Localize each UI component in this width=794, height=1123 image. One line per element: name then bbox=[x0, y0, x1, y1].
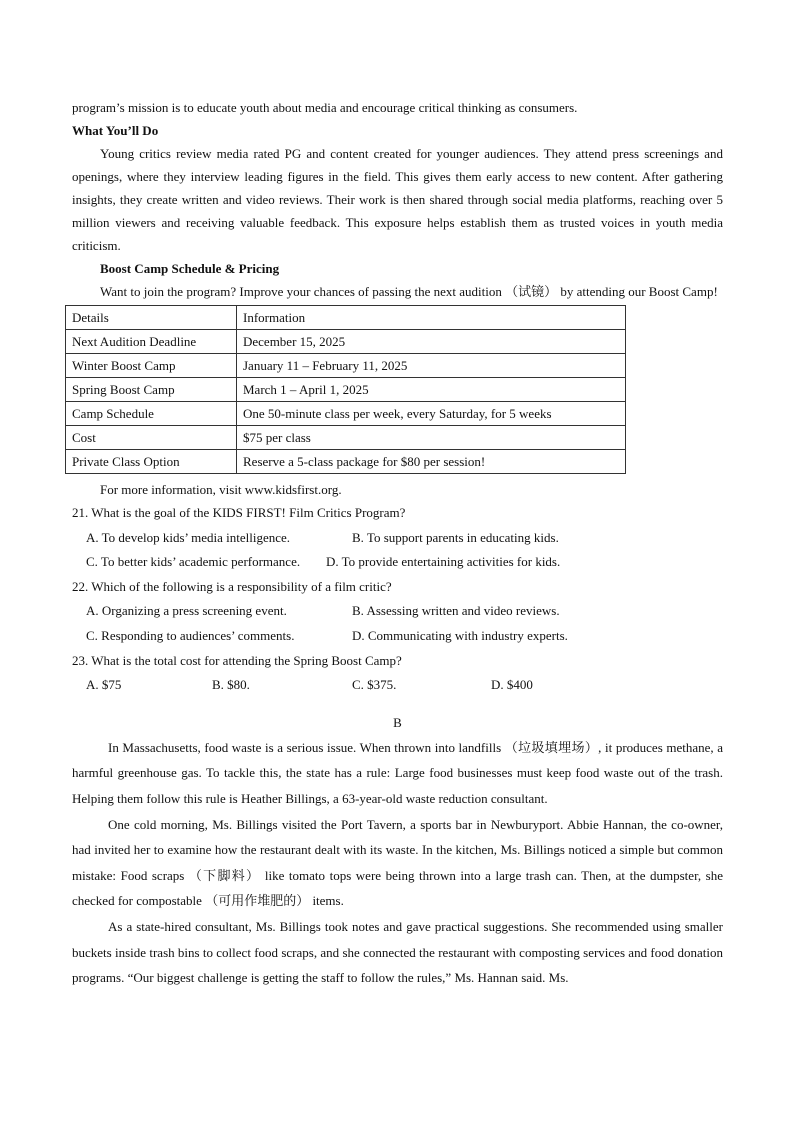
table-row bbox=[66, 426, 626, 450]
intro-tail-paragraph: program’s mission is to educate youth about media and encourage critical thinking as consumers. bbox=[72, 100, 578, 115]
section-b-paragraph-2: One cold morning, Ms. Billings visited the Port Tavern, a sports bar in Newburyport. Abbie Hannan, the co-owner, had invited her to examine how the restaurant dealt with its waste. In the kitchen, Ms. Billings noticed a simple but common mistake: Food scraps （下脚料） like tomato tops were being thrown into a large trash can. Then, at the dumpster, she checked for compostable （可用作堆肥的） items. bbox=[72, 816, 723, 909]
table-cell-detail: Winter Boost Camp bbox=[66, 354, 237, 378]
table-cell-info: One 50-minute class per week, every Saturday, for 5 weeks bbox=[237, 402, 626, 426]
document-page bbox=[72, 96, 723, 991]
table-row bbox=[66, 450, 626, 474]
boost-camp-table bbox=[65, 305, 626, 474]
option-c: C. $375. bbox=[352, 677, 397, 693]
table-cell-detail: Cost bbox=[66, 426, 237, 450]
question-21-stem: 21. What is the goal of the KIDS FIRST! Film Critics Program? bbox=[72, 505, 406, 520]
option-b: B. Assessing written and video reviews. bbox=[352, 603, 560, 619]
more-info-line: For more information, visit www.kidsfirst.org. bbox=[100, 482, 342, 497]
section-b-body bbox=[72, 735, 723, 991]
option-c: C. To better kids’ academic performance. bbox=[86, 554, 301, 570]
option-a: A. Organizing a press screening event. bbox=[86, 603, 287, 619]
table-row bbox=[66, 378, 626, 402]
option-b: B. To support parents in educating kids. bbox=[352, 529, 559, 545]
question-23-options-row bbox=[72, 673, 723, 698]
table-cell-detail: Next Audition Deadline bbox=[66, 330, 237, 354]
table-header-row bbox=[66, 306, 626, 330]
question-22-options-row-1 bbox=[72, 599, 723, 624]
question-21-options-row-2 bbox=[72, 550, 723, 575]
option-a: A. To develop kids’ media intelligence. bbox=[86, 529, 291, 545]
option-d: D. Communicating with industry experts. bbox=[352, 627, 568, 643]
boost-camp-heading: Boost Camp Schedule & Pricing bbox=[100, 261, 280, 276]
option-d: D. $400 bbox=[491, 677, 533, 693]
table-cell-info: Reserve a 5-class package for $80 per session! bbox=[237, 450, 626, 474]
table-cell-detail: Camp Schedule bbox=[66, 402, 237, 426]
table-cell-detail: Spring Boost Camp bbox=[66, 378, 237, 402]
option-c: C. Responding to audiences’ comments. bbox=[86, 627, 295, 643]
option-b: B. $80. bbox=[212, 677, 250, 693]
boost-camp-intro: Want to join the program? Improve your chances of passing the next audition （试镜） by attending our Boost Camp! bbox=[100, 284, 718, 299]
what-youll-do-heading: What You’ll Do bbox=[72, 123, 159, 138]
table-header-cell: Information bbox=[237, 306, 626, 330]
section-b-paragraph-1: In Massachusetts, food waste is a serious issue. When thrown into landfills （垃圾填埋场）, it produces methane, a harmful greenhouse gas. To tackle this, the state has a rule: Large food businesses must keep food waste out of the trash. Helping them follow this rule is Heather Billings, a 63-year-old waste reduction consultant. bbox=[72, 739, 723, 806]
what-youll-do-paragraph: Young critics review media rated PG and content created for younger audiences. They attend press screenings and openings, where they interview leading figures in the field. This gives them early access to new content. After gathering insights, they create written and video reviews. Their work is then shared through social media platforms, reaching over 5 million viewers and receiving valuable feedback. This exposure helps establish them as trusted voices in youth media criticism. bbox=[72, 146, 723, 253]
table-cell-info: December 15, 2025 bbox=[237, 330, 626, 354]
option-d: D. To provide entertaining activities for kids. bbox=[326, 554, 561, 570]
table-row bbox=[66, 354, 626, 378]
question-21-options-row-1 bbox=[72, 526, 723, 551]
table-row bbox=[66, 330, 626, 354]
question-22-options-row-2 bbox=[72, 624, 723, 649]
table-cell-detail: Private Class Option bbox=[66, 450, 237, 474]
section-b-label: B bbox=[393, 714, 402, 730]
table-cell-info: January 11 – February 11, 2025 bbox=[237, 354, 626, 378]
table-cell-info: $75 per class bbox=[237, 426, 626, 450]
table-header-cell: Details bbox=[66, 306, 237, 330]
table-cell-info: March 1 – April 1, 2025 bbox=[237, 378, 626, 402]
option-a: A. $75 bbox=[86, 677, 122, 693]
table-row bbox=[66, 402, 626, 426]
question-22-stem: 22. Which of the following is a responsibility of a film critic? bbox=[72, 578, 392, 594]
question-23-stem: 23. What is the total cost for attending the Spring Boost Camp? bbox=[72, 652, 402, 668]
section-b-paragraph-3: As a state-hired consultant, Ms. Billings took notes and gave practical suggestions. She recommended using smaller buckets inside trash bins to collect food scraps, and she connected the restaurant with composting services and food donation programs. “Our biggest challenge is getting the staff to follow the rules,” Ms. Hannan said. Ms. bbox=[72, 918, 723, 986]
